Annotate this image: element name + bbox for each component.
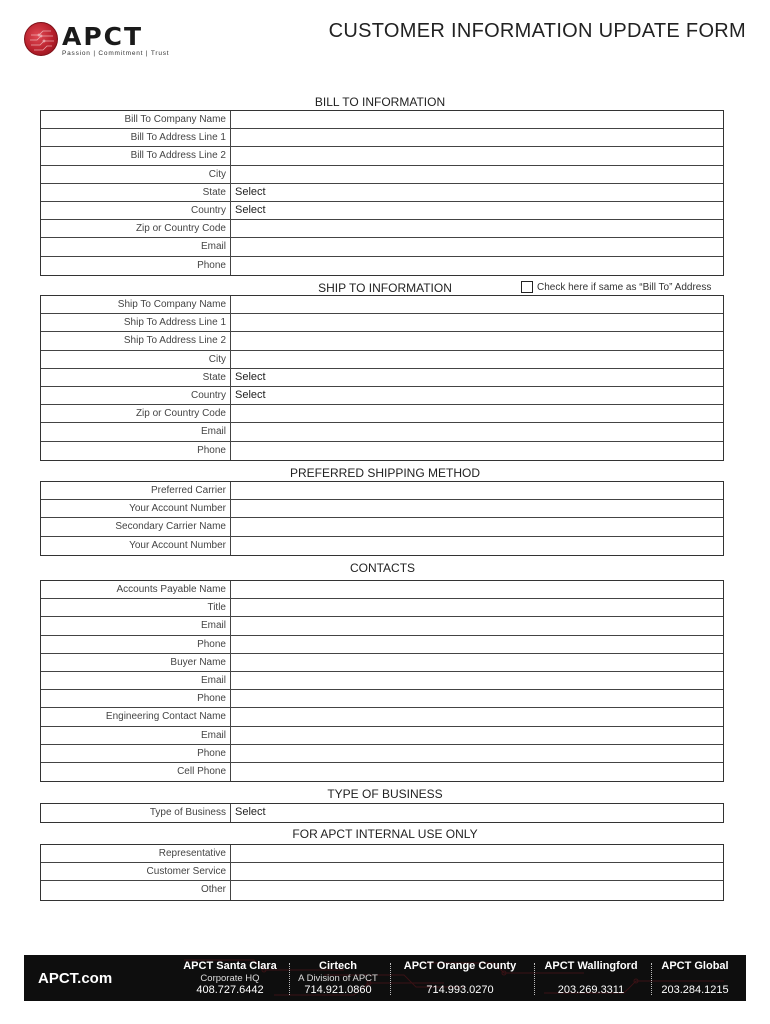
text-input-field[interactable] (231, 405, 723, 422)
text-input-field[interactable] (231, 845, 723, 862)
field-label: Country (41, 387, 231, 404)
form-row (41, 537, 723, 555)
text-input-field[interactable] (231, 881, 723, 899)
form-row (41, 257, 723, 275)
ship-to-title: SHIP TO INFORMATION (318, 281, 452, 295)
form-row (41, 423, 723, 441)
text-input-field[interactable] (231, 238, 723, 255)
ship-to-table (40, 295, 724, 461)
text-input-field[interactable] (231, 129, 723, 146)
select-value: Select (235, 185, 266, 198)
field-label: Phone (41, 745, 231, 762)
text-input-field[interactable] (231, 518, 723, 535)
form-row (41, 238, 723, 256)
contacts-title: CONTACTS (349, 561, 416, 575)
bill-to-title: BILL TO INFORMATION (314, 95, 446, 109)
text-input-field[interactable] (231, 654, 723, 671)
select-value: Select (235, 806, 266, 818)
text-input-field[interactable] (231, 423, 723, 440)
text-input-field[interactable] (231, 708, 723, 725)
field-label: Bill To Company Name (41, 111, 231, 128)
location-sub: Corporate HQ (200, 973, 260, 984)
field-label: City (41, 351, 231, 368)
location-name: APCT Orange County (403, 960, 517, 972)
field-label: Your Account Number (41, 500, 231, 517)
location-phone: 203.269.3311 (557, 984, 625, 996)
footer-divider (534, 963, 535, 995)
form-row (41, 518, 723, 536)
form-row (41, 500, 723, 518)
text-input-field[interactable] (231, 351, 723, 368)
field-label: Zip or Country Code (41, 405, 231, 422)
same-as-bill-to-label: Check here if same as “Bill To” Address (537, 281, 712, 293)
text-input-field[interactable] (231, 672, 723, 689)
form-row (41, 220, 723, 238)
text-input-field[interactable] (231, 257, 723, 275)
shipping-method-title: PREFERRED SHIPPING METHOD (289, 466, 481, 480)
field-label: Bill To Address Line 2 (41, 147, 231, 164)
field-label: State (41, 369, 231, 386)
contacts-table (40, 580, 724, 782)
field-label: Secondary Carrier Name (41, 518, 231, 535)
form-row (41, 202, 723, 220)
text-input-field[interactable] (231, 166, 723, 183)
field-label: Email (41, 672, 231, 689)
logo-tagline: Passion | Commitment | Trust (62, 50, 170, 57)
field-label: Customer Service (41, 863, 231, 880)
location-wallingford (538, 960, 644, 997)
field-label: Ship To Address Line 2 (41, 332, 231, 349)
location-cirtech (292, 960, 384, 997)
form-row (41, 442, 723, 460)
apct-globe-icon (24, 22, 58, 56)
form-row (41, 708, 723, 726)
internal-use-table (40, 844, 724, 901)
form-title: CUSTOMER INFORMATION UPDATE FORM (328, 20, 746, 42)
text-input-field[interactable] (231, 763, 723, 781)
form-row (41, 387, 723, 405)
field-label: Cell Phone (41, 763, 231, 781)
text-input-field[interactable] (231, 537, 723, 555)
form-row (41, 672, 723, 690)
location-global (654, 960, 736, 997)
select-dropdown[interactable] (231, 202, 723, 219)
text-input-field[interactable] (231, 296, 723, 313)
field-label: Type of Business (41, 804, 231, 822)
text-input-field[interactable] (231, 220, 723, 237)
checkbox-box[interactable] (521, 281, 533, 293)
field-label: Phone (41, 690, 231, 707)
field-label: Buyer Name (41, 654, 231, 671)
type-of-business-title: TYPE OF BUSINESS (327, 787, 443, 801)
location-sub: A Division of APCT (298, 973, 378, 984)
form-row (41, 405, 723, 423)
location-phone: 408.727.6442 (196, 984, 264, 996)
form-row (41, 296, 723, 314)
field-label: Phone (41, 442, 231, 460)
text-input-field[interactable] (231, 332, 723, 349)
text-input-field[interactable] (231, 863, 723, 880)
text-input-field[interactable] (231, 636, 723, 653)
form-row (41, 727, 723, 745)
field-label: Email (41, 727, 231, 744)
field-label: Zip or Country Code (41, 220, 231, 237)
select-value: Select (235, 370, 266, 383)
location-name: APCT Wallingford (544, 960, 638, 972)
form-row (41, 482, 723, 500)
logo-wordmark: APCT (62, 22, 144, 51)
internal-use-title: FOR APCT INTERNAL USE ONLY (292, 827, 478, 841)
form-row (41, 690, 723, 708)
text-input-field[interactable] (231, 617, 723, 634)
form-row (41, 636, 723, 654)
field-label: Preferred Carrier (41, 482, 231, 499)
form-row (41, 351, 723, 369)
text-input-field[interactable] (231, 442, 723, 460)
field-label: Other (41, 881, 231, 899)
text-input-field[interactable] (231, 690, 723, 707)
select-dropdown[interactable] (231, 804, 723, 822)
text-input-field[interactable] (231, 111, 723, 128)
field-label: State (41, 184, 231, 201)
text-input-field[interactable] (231, 147, 723, 164)
form-row (41, 111, 723, 129)
form-row (41, 745, 723, 763)
apct-logo (24, 22, 174, 62)
select-value: Select (235, 203, 266, 216)
same-as-bill-to-checkbox[interactable] (521, 281, 711, 293)
footer-divider (651, 963, 652, 995)
select-dropdown[interactable] (231, 387, 723, 404)
form-row (41, 617, 723, 635)
form-row (41, 845, 723, 863)
form-row (41, 129, 723, 147)
select-dropdown[interactable] (231, 369, 723, 386)
form-row (41, 332, 723, 350)
select-value: Select (235, 388, 266, 401)
form-row (41, 881, 723, 899)
location-santa-clara (176, 960, 284, 997)
bill-to-table (40, 110, 724, 276)
select-dropdown[interactable] (231, 184, 723, 201)
form-row (41, 599, 723, 617)
field-label: Email (41, 617, 231, 634)
footer-divider (390, 963, 391, 995)
location-name: APCT Global (661, 960, 729, 972)
form-row (41, 369, 723, 387)
text-input-field[interactable] (231, 500, 723, 517)
shipping-method-table (40, 481, 724, 556)
field-label: Title (41, 599, 231, 616)
text-input-field[interactable] (231, 599, 723, 616)
field-label: Bill To Address Line 1 (41, 129, 231, 146)
text-input-field[interactable] (231, 727, 723, 744)
form-row (41, 763, 723, 781)
field-label: Ship To Company Name (41, 296, 231, 313)
field-label: Email (41, 423, 231, 440)
form-row (41, 166, 723, 184)
location-phone: 203.284.1215 (661, 984, 729, 996)
footer-bar (24, 955, 746, 1001)
location-name: Cirtech (319, 960, 357, 972)
form-row (41, 863, 723, 881)
text-input-field[interactable] (231, 482, 723, 499)
location-phone: 714.993.0270 (426, 984, 494, 996)
field-label: Phone (41, 636, 231, 653)
field-label: Phone (41, 257, 231, 275)
field-label: Accounts Payable Name (41, 581, 231, 598)
text-input-field[interactable] (231, 745, 723, 762)
form-row (41, 314, 723, 332)
form-row (41, 654, 723, 672)
field-label: Email (41, 238, 231, 255)
field-label: Engineering Contact Name (41, 708, 231, 725)
form-row (41, 804, 723, 822)
field-label: Representative (41, 845, 231, 862)
text-input-field[interactable] (231, 581, 723, 598)
footer-brand[interactable]: APCT.com (38, 970, 113, 987)
field-label: Your Account Number (41, 537, 231, 555)
field-label: City (41, 166, 231, 183)
field-label: Country (41, 202, 231, 219)
type-of-business-table (40, 803, 724, 823)
location-phone: 714.921.0860 (304, 984, 372, 996)
location-name: APCT Santa Clara (183, 960, 277, 972)
location-orange-county (394, 960, 526, 997)
footer-divider (289, 963, 290, 995)
form-row (41, 581, 723, 599)
form-row (41, 184, 723, 202)
field-label: Ship To Address Line 1 (41, 314, 231, 331)
text-input-field[interactable] (231, 314, 723, 331)
form-row (41, 147, 723, 165)
